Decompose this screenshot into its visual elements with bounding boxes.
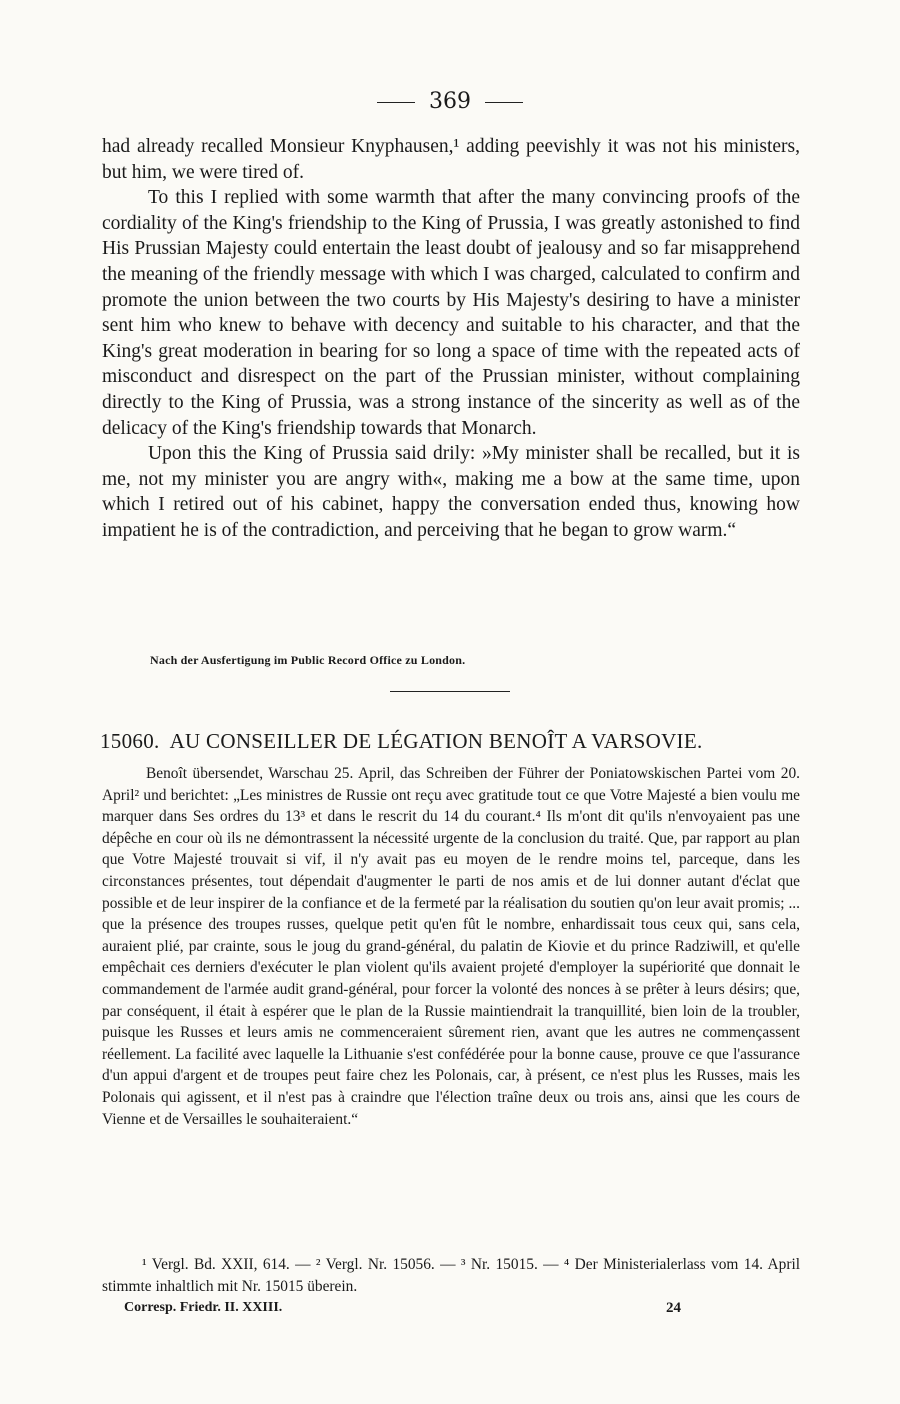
letter-text: Benoît übersendet, Warschau 25. April, das Schreiben der Führer der Poniatowskischen Partei vom 20. April² und berichtet: „Les ministres de Russie ont reçu avec gratitude tout ce que Votre Majesté a bien voulu me marquer dans Ses ordres du 13³ et dans le rescrit du 14 du courant.⁴ Ils m'ont dit qu'ils n'envoyaient pas une dépêche en cour où ils ne démontrassent la nécessité urgente de la conclusion du traité. Que, par rapport au plan que Votre Majesté trouvait si vif, il n'y avait pas eu moyen de le rendre moins tel, parceque, dans les circonstances présentes, tout dépendait d'augmenter le parti de nos amis et de lui donner autant d'éclat que possible et de leur inspirer de la confiance et de la fermeté par la réalisation du soutien qu'on leur avait promis; ... que la présence des troupes russes, quelque petit qu'en fût le nombre, enhardissait tous ceux qui, sans cela, auraient plié, par crainte, sous le joug du grand-général, du palatin de Kiovie et du prince Radziwill, et qu'elle empêchait ces derniers d'exécuter le plan violent qu'ils avaient projeté d'employer la supériorité que donnait le commandement de l'armée audit grand-général, pour forcer la volonté des nonces à se prêter à leurs désirs; que, par conséquent, il était à espérer que le plan de la Russie maintiendrait la tranquillité, bien loin de la troubler, puisque les Russes et leurs amis ne commenceraient sûrement rien, avant que les autres ne commençassent réellement. La facilité avec laquelle la Lithuanie s'est confédérée pour la bonne cause, prouve ce que l'assurance d'un appui d'argent et de troupes peut faire chez les Polonais, car, à présent, ce n'est plus les Russes, mais les Polonais qui agissent, et il n'est pas à craindre que l'élection traîne deux ou trois ans, ainsi que les cours de Vienne et de Versailles le souhaiteraient.“ [102,765,800,1128]
header-dash-right [485,102,523,103]
section-title: AU CONSEILLER DE LÉGATION BENOÎT A VARSOVIE. [169,729,703,753]
main-text [102,134,800,544]
page-footer [124,1300,724,1316]
page-number: 369 [429,89,471,114]
section-number: 15060. [100,729,160,753]
page-header [0,88,900,116]
source-note: Nach der Ausfertigung im Public Record Office zu London. [150,653,466,667]
section-divider [390,691,510,692]
signature-mark: 24 [666,1300,681,1316]
section-heading [100,728,800,754]
footnote-text: ¹ Vergl. Bd. XXII, 614. — ² Vergl. Nr. 15056. — ³ Nr. 15015. — ⁴ Der Ministerialerlass vom 14. April stimmte inhaltlich mit Nr. 15015 überein. [102,1256,800,1295]
paragraph-1: had already recalled Monsieur Knyphausen,¹ adding peevishly it was not his ministers, but him, we were tired of. [102,136,800,183]
footer-title: Corresp. Friedr. II. XXIII. [124,1300,283,1315]
paragraph-2: To this I replied with some warmth that after the many convincing proofs of the cordiality of the King's friendship to the King of Prussia, I was greatly astonished to find His Prussian Majesty could entertain the least doubt of jealousy and so far misapprehend the meaning of the friendly message with which I was charged, calculated to confirm and promote the union between the two courts by His Majesty's desiring to have a minister sent him who knew to behave with decency and suitable to his character, and that the King's great moderation in bearing for so long a space of time with the repeated acts of misconduct and disrespect on the part of the Prussian minister, without complaining directly to the King of Prussia, was a strong instance of the sincerity as well as of the delicacy of the King's friendship towards that Monarch. [102,187,800,439]
footnotes [102,1254,800,1298]
paragraph-3: Upon this the King of Prussia said drily: »My minister shall be recalled, but it is me, not my minister you are angry with«, making me a bow at the same time, upon which I retired out of his cabinet, happy the conversation ended thus, knowing how impatient he is of the contradiction, and perceiving that he began to grow warm.“ [102,443,800,541]
section-body [102,763,800,1130]
header-dash-left [377,102,415,103]
